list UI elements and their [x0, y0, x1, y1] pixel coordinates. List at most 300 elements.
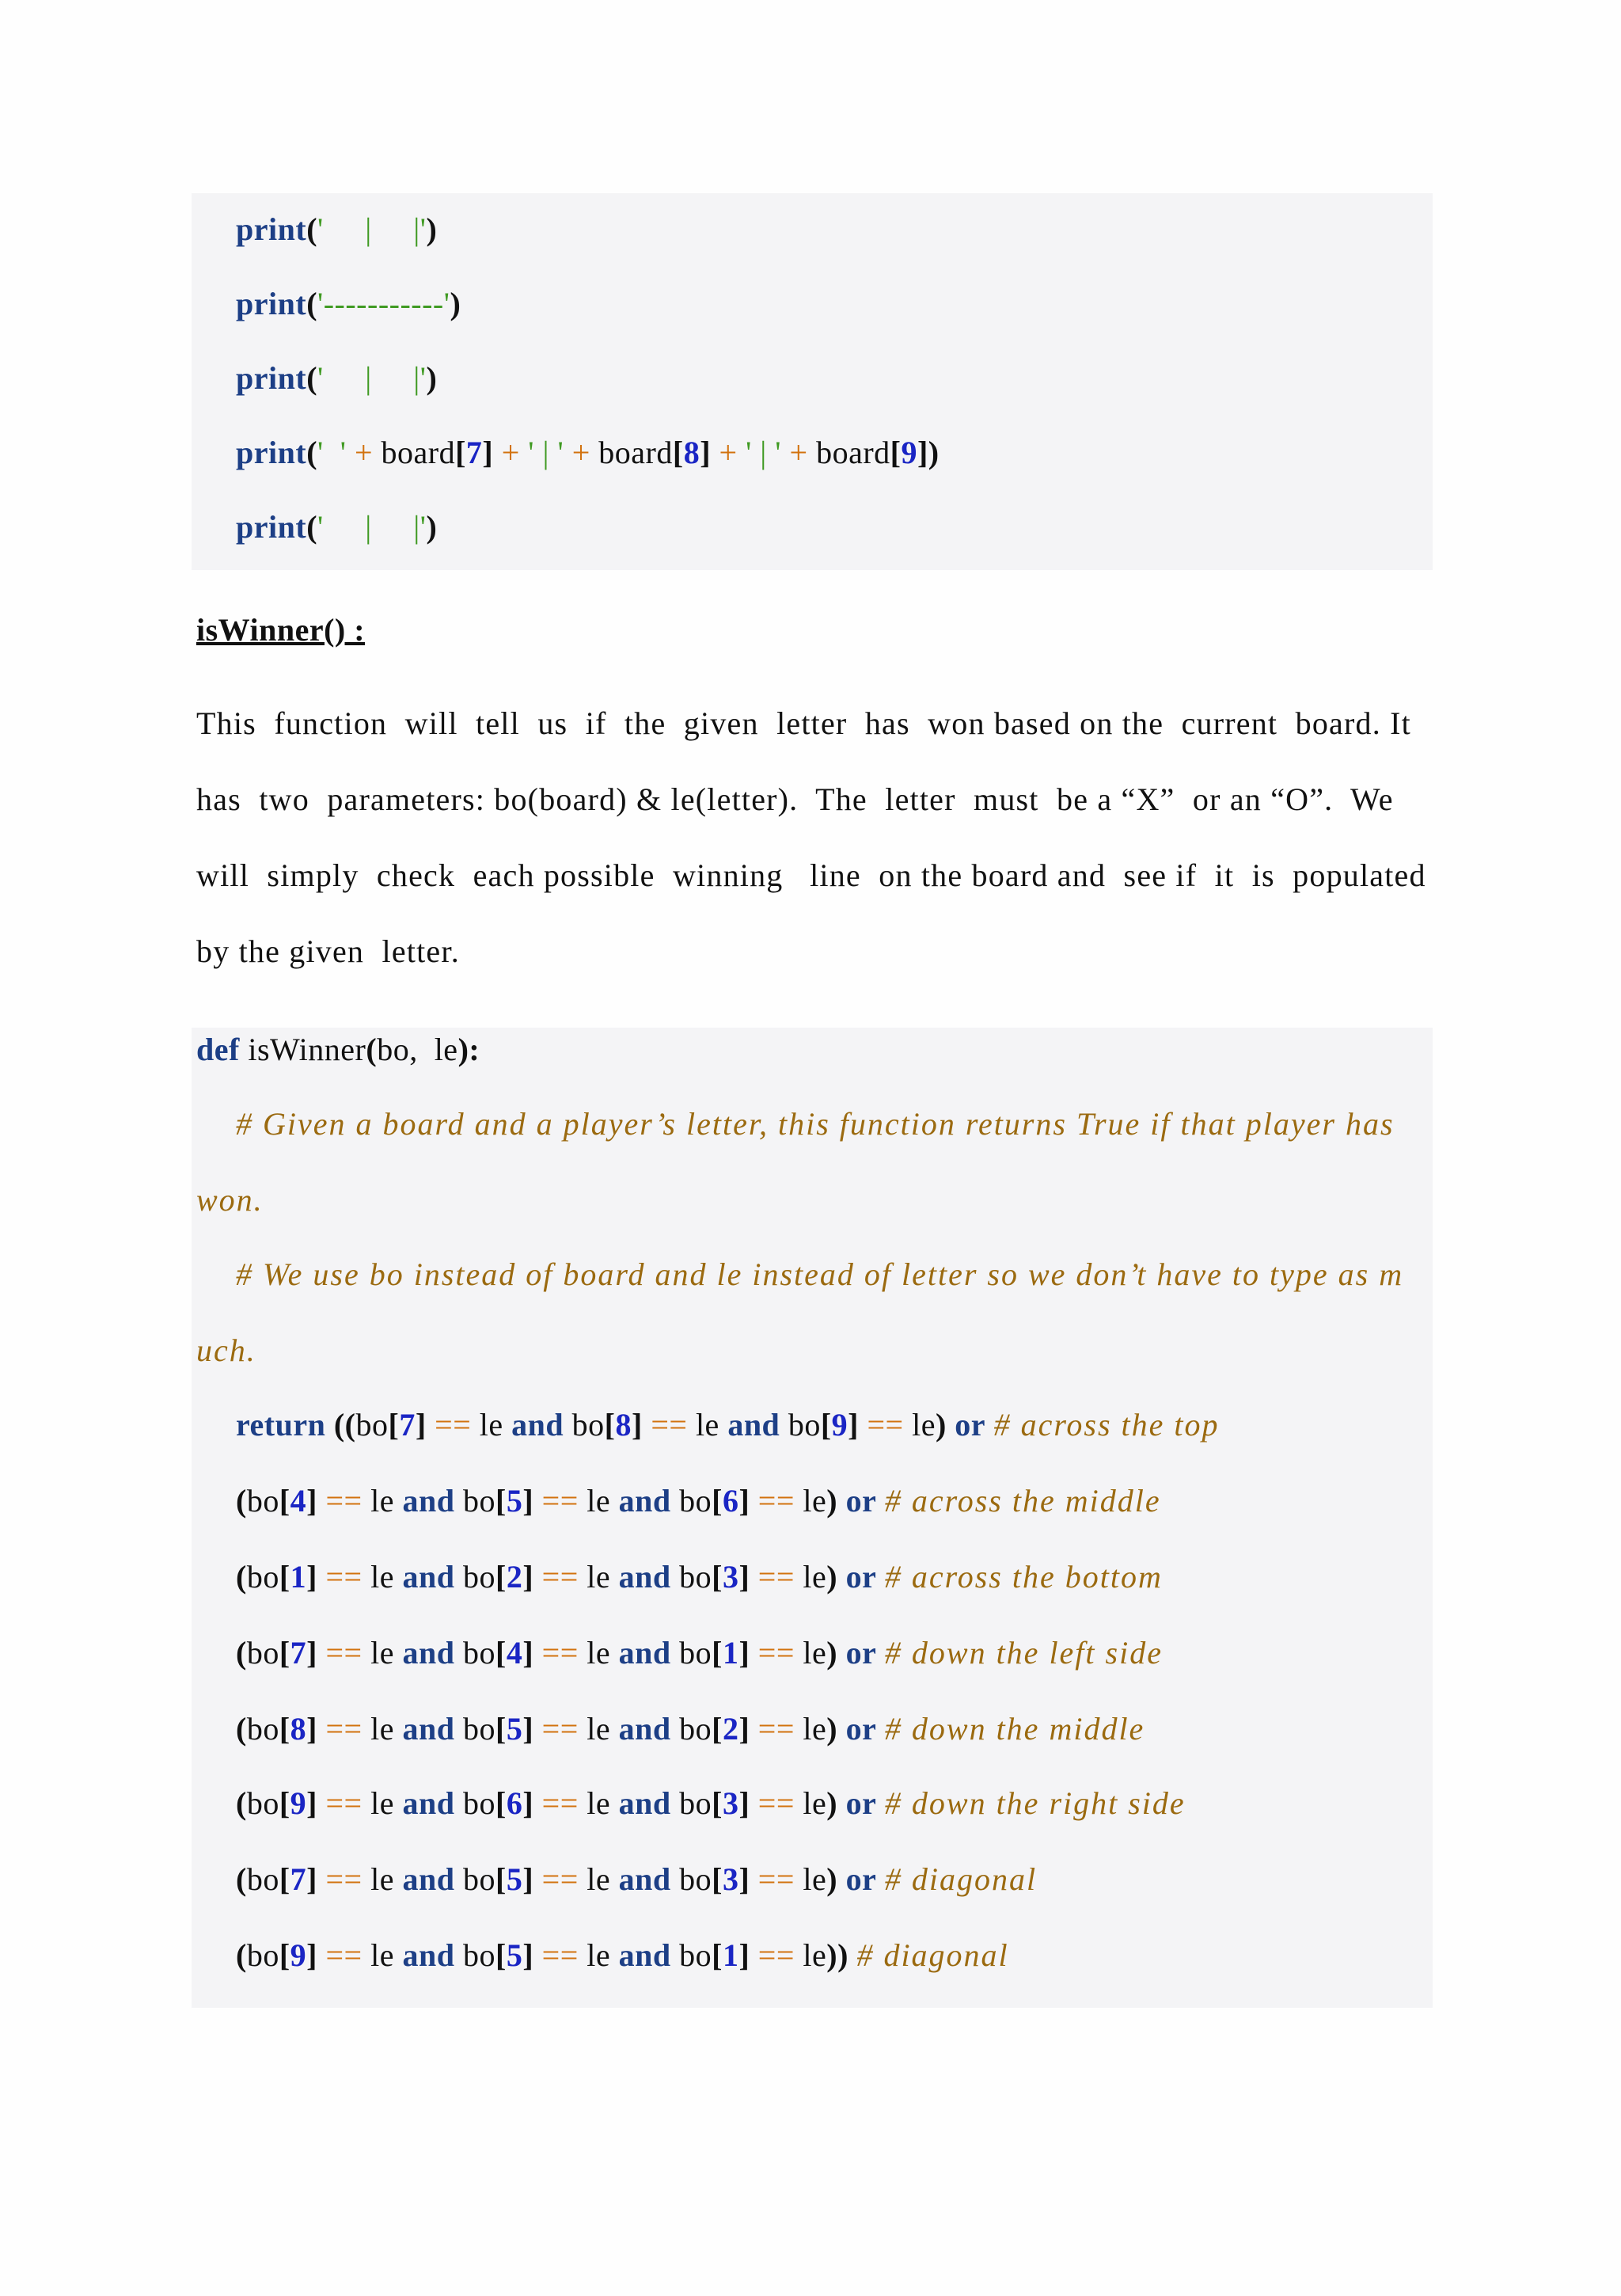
code-line-3: print(' | |') [236, 360, 438, 396]
equals-operator: == [757, 1559, 795, 1595]
paren: ) [826, 1559, 838, 1595]
space [454, 1937, 463, 1973]
bracket: [ [279, 1635, 290, 1671]
keyword-and: and [618, 1861, 671, 1897]
bracket: [ [279, 1559, 290, 1595]
space [579, 1635, 587, 1671]
equals-operator: == [541, 1861, 579, 1897]
space [904, 1407, 913, 1443]
keyword-and: and [618, 1711, 671, 1747]
space [454, 1785, 463, 1821]
bracket: [ [495, 1483, 507, 1519]
space [795, 1635, 803, 1671]
return-condition-line [236, 1406, 1220, 1444]
space [363, 1937, 371, 1973]
variable-le: le [695, 1407, 719, 1443]
space [876, 1635, 885, 1671]
paren: ( [236, 1559, 247, 1595]
code-line-5: print(' | |') [236, 509, 438, 545]
bracket: [ [712, 1711, 723, 1747]
equals-operator: == [325, 1483, 363, 1519]
inline-comment: # diagonal [856, 1937, 1009, 1973]
space [837, 1711, 846, 1747]
bracket: ] [738, 1483, 750, 1519]
keyword-and: and [402, 1861, 455, 1897]
space [363, 1711, 371, 1747]
index-number: 5 [506, 1937, 523, 1973]
paren: ( [236, 1785, 247, 1821]
bracket: ] [306, 1861, 317, 1897]
variable-le: le [587, 1785, 611, 1821]
space [564, 1407, 572, 1443]
equals-operator: == [325, 1785, 363, 1821]
variable-bo: bo [679, 1711, 712, 1747]
bracket: ] [306, 1785, 317, 1821]
equals-operator: == [757, 1483, 795, 1519]
variable-bo: bo [679, 1861, 712, 1897]
space [610, 1559, 619, 1595]
space [795, 1559, 803, 1595]
space [876, 1785, 885, 1821]
variable-le: le [587, 1483, 611, 1519]
function-name: isWinner [239, 1032, 366, 1067]
space [719, 1407, 728, 1443]
equals-operator: == [325, 1937, 363, 1973]
bracket: ] [738, 1861, 750, 1897]
bracket: [ [279, 1711, 290, 1747]
keyword-and: and [511, 1407, 564, 1443]
index-number: 1 [722, 1937, 739, 1973]
keyword-and: and [402, 1635, 455, 1671]
variable-bo: bo [462, 1861, 495, 1897]
variable-le: le [803, 1559, 827, 1595]
bracket: [ [279, 1861, 290, 1897]
variable-le: le [803, 1711, 827, 1747]
space [610, 1711, 619, 1747]
index-number: 1 [290, 1559, 307, 1595]
bracket: [ [820, 1407, 832, 1443]
keyword: print [236, 509, 307, 545]
space [317, 1785, 326, 1821]
bracket: ] [306, 1635, 317, 1671]
space [795, 1483, 803, 1519]
space [750, 1785, 758, 1821]
index-number: 5 [506, 1861, 523, 1897]
paren: (( [333, 1407, 356, 1443]
space [579, 1559, 587, 1595]
keyword-and: and [402, 1785, 455, 1821]
index-number: 7 [399, 1407, 416, 1443]
space [363, 1483, 371, 1519]
inline-comment: # across the middle [884, 1483, 1161, 1519]
paragraph-line-1: This function will tell us if the given letter has won based on the current board. It [196, 705, 1411, 741]
space [750, 1711, 758, 1747]
space [363, 1861, 371, 1897]
inline-comment: # diagonal [884, 1861, 1038, 1897]
bracket: [ [712, 1635, 723, 1671]
inline-comment: # down the middle [884, 1711, 1145, 1747]
code-comment-1b: won. [196, 1182, 264, 1218]
bracket: ] [738, 1937, 750, 1973]
keyword-return: return [236, 1407, 326, 1443]
code-line-1: print(' | |') [236, 211, 438, 247]
space [610, 1785, 619, 1821]
paragraph-line-2: has two parameters: bo(board) & le(letter). The letter must be a “X” or an “O”. We [196, 781, 1394, 817]
index-number: 3 [722, 1785, 739, 1821]
index-number: 7 [290, 1861, 307, 1897]
space [317, 1483, 326, 1519]
space [363, 1635, 371, 1671]
space [394, 1785, 403, 1821]
variable-bo: bo [246, 1711, 279, 1747]
space [837, 1559, 846, 1595]
index-number: 4 [290, 1483, 307, 1519]
equals-operator: == [757, 1937, 795, 1973]
bracket: [ [712, 1861, 723, 1897]
variable-bo: bo [679, 1483, 712, 1519]
variable-le: le [912, 1407, 936, 1443]
index-number: 9 [831, 1407, 848, 1443]
space [750, 1861, 758, 1897]
keyword: print [236, 286, 307, 321]
bracket: [ [495, 1635, 507, 1671]
index-number: 4 [506, 1635, 523, 1671]
space [795, 1861, 803, 1897]
code-line-4: print(' ' + board[7] + ' | ' + board[8] + ' | ' + board[9]) [236, 435, 940, 470]
space [317, 1635, 326, 1671]
paren: )) [826, 1937, 848, 1973]
equals-operator: == [541, 1937, 579, 1973]
return-condition-line [236, 1785, 1186, 1823]
index-number: 2 [722, 1711, 739, 1747]
equals-operator: == [541, 1635, 579, 1671]
space [394, 1483, 403, 1519]
keyword-or: or [955, 1407, 986, 1443]
space [876, 1483, 885, 1519]
variable-le: le [370, 1483, 394, 1519]
bracket: ] [738, 1785, 750, 1821]
space [750, 1483, 758, 1519]
space [837, 1483, 846, 1519]
space [795, 1711, 803, 1747]
keyword-def: def [196, 1032, 240, 1067]
space [394, 1937, 403, 1973]
code-comment-2b: uch. [196, 1332, 256, 1368]
bracket: ] [522, 1483, 534, 1519]
variable-le: le [803, 1483, 827, 1519]
variable-bo: bo [462, 1483, 495, 1519]
bracket: ] [306, 1559, 317, 1595]
string-literal: ' | |' [317, 360, 427, 396]
bracket: ] [415, 1407, 427, 1443]
bracket: ] [522, 1559, 534, 1595]
index-number: 1 [722, 1635, 739, 1671]
function-params: bo, le [377, 1032, 458, 1067]
return-condition-line [236, 1861, 1037, 1899]
paren: ) [826, 1635, 838, 1671]
space [317, 1711, 326, 1747]
space [750, 1635, 758, 1671]
bracket: ] [738, 1711, 750, 1747]
equals-operator: == [541, 1483, 579, 1519]
variable-bo: bo [462, 1937, 495, 1973]
space [454, 1483, 463, 1519]
paren: ) [826, 1785, 838, 1821]
return-condition-line [236, 1558, 1163, 1596]
space [671, 1937, 680, 1973]
space [671, 1711, 680, 1747]
space [610, 1483, 619, 1519]
bracket: ] [631, 1407, 643, 1443]
variable-bo: bo [246, 1785, 279, 1821]
variable-le: le [803, 1937, 827, 1973]
space [533, 1861, 542, 1897]
keyword-and: and [402, 1559, 455, 1595]
bracket: ] [522, 1861, 534, 1897]
space [859, 1407, 867, 1443]
return-condition-line [236, 1710, 1145, 1748]
paren: ( [236, 1937, 247, 1973]
bracket: [ [712, 1937, 723, 1973]
code-line-2: print('-----------') [236, 286, 461, 321]
index-number: 2 [506, 1559, 523, 1595]
space [671, 1635, 680, 1671]
variable-bo: bo [246, 1635, 279, 1671]
variable-bo: bo [679, 1785, 712, 1821]
code-comment-2a: # We use bo instead of board and le instead of letter so we don’t have to type as m [236, 1256, 1404, 1292]
space [876, 1559, 885, 1595]
equals-operator: == [325, 1711, 363, 1747]
keyword-or: or [845, 1785, 877, 1821]
variable-bo: bo [571, 1407, 605, 1443]
space [671, 1861, 680, 1897]
equals-operator: == [757, 1861, 795, 1897]
bracket: [ [712, 1785, 723, 1821]
space [750, 1559, 758, 1595]
space [795, 1785, 803, 1821]
index-number: 6 [506, 1785, 523, 1821]
space [610, 1937, 619, 1973]
keyword-and: and [402, 1937, 455, 1973]
inline-comment: # across the top [993, 1407, 1220, 1443]
code-comment-1a: # Given a board and a player’s letter, this function returns True if that player has [236, 1106, 1395, 1142]
equals-operator: == [325, 1861, 363, 1897]
space [317, 1559, 326, 1595]
index-number: 5 [506, 1483, 523, 1519]
space [671, 1483, 680, 1519]
equals-operator: == [757, 1785, 795, 1821]
space [610, 1861, 619, 1897]
space [454, 1711, 463, 1747]
equals-operator: == [325, 1559, 363, 1595]
bracket: [ [495, 1711, 507, 1747]
space [533, 1635, 542, 1671]
equals-operator: == [651, 1407, 688, 1443]
keyword-and: and [402, 1711, 455, 1747]
variable-bo: bo [246, 1861, 279, 1897]
space [394, 1711, 403, 1747]
code-block-iswinner [192, 1028, 1433, 2008]
space [503, 1407, 512, 1443]
index-number: 9 [290, 1937, 307, 1973]
bracket: [ [388, 1407, 400, 1443]
space [985, 1407, 994, 1443]
space [579, 1937, 587, 1973]
paren: ) [826, 1861, 838, 1897]
paren: ( [236, 1861, 247, 1897]
keyword-and: and [618, 1483, 671, 1519]
variable-le: le [803, 1785, 827, 1821]
index-number: 9 [290, 1785, 307, 1821]
inline-comment: # down the right side [884, 1785, 1186, 1821]
bracket: [ [495, 1861, 507, 1897]
variable-le: le [587, 1635, 611, 1671]
space [394, 1635, 403, 1671]
paren: ) [826, 1711, 838, 1747]
string-literal: ' | |' [317, 211, 427, 247]
space [643, 1407, 651, 1443]
space [394, 1559, 403, 1595]
paren: ( [236, 1635, 247, 1671]
index-number: 3 [722, 1861, 739, 1897]
variable-bo: bo [679, 1937, 712, 1973]
variable-bo: bo [355, 1407, 389, 1443]
bracket: [ [495, 1559, 507, 1595]
equals-operator: == [541, 1559, 579, 1595]
space [579, 1785, 587, 1821]
space [363, 1785, 371, 1821]
variable-bo: bo [246, 1483, 279, 1519]
space [533, 1483, 542, 1519]
keyword-or: or [845, 1635, 877, 1671]
space [579, 1711, 587, 1747]
variable-le: le [803, 1635, 827, 1671]
bracket: [ [604, 1407, 616, 1443]
variable-le: le [370, 1785, 394, 1821]
bracket: [ [279, 1483, 290, 1519]
equals-operator: == [325, 1635, 363, 1671]
bracket: [ [279, 1785, 290, 1821]
paragraph-line-4: by the given letter. [196, 933, 460, 969]
space [795, 1937, 803, 1973]
variable-le: le [587, 1711, 611, 1747]
keyword: print [236, 435, 307, 470]
keyword: print [236, 211, 307, 247]
space [687, 1407, 696, 1443]
keyword-and: and [402, 1483, 455, 1519]
space [837, 1785, 846, 1821]
space [454, 1861, 463, 1897]
space [671, 1785, 680, 1821]
index-number: 8 [290, 1711, 307, 1747]
variable-bo: bo [246, 1559, 279, 1595]
bracket: ] [522, 1937, 534, 1973]
section-heading: isWinner() : [196, 612, 366, 648]
variable-le: le [587, 1559, 611, 1595]
variable-le: le [479, 1407, 503, 1443]
paren: ) [935, 1407, 947, 1443]
bracket: [ [495, 1937, 507, 1973]
string-literal: ' | |' [317, 509, 427, 545]
keyword-or: or [845, 1483, 877, 1519]
space [780, 1407, 788, 1443]
variable-le: le [370, 1861, 394, 1897]
keyword-and: and [618, 1559, 671, 1595]
bracket: ] [522, 1711, 534, 1747]
bracket: [ [279, 1937, 290, 1973]
index-number: 8 [615, 1407, 632, 1443]
keyword-and: and [618, 1937, 671, 1973]
variable-bo: bo [788, 1407, 821, 1443]
space [471, 1407, 480, 1443]
return-condition-line [236, 1937, 1009, 1975]
equals-operator: == [541, 1785, 579, 1821]
bracket: ] [306, 1937, 317, 1973]
keyword: print [236, 360, 307, 396]
space [848, 1937, 857, 1973]
equals-operator: == [867, 1407, 904, 1443]
space [317, 1861, 326, 1897]
space [533, 1711, 542, 1747]
variable-bo: bo [246, 1937, 279, 1973]
space [837, 1635, 846, 1671]
bracket: ] [738, 1635, 750, 1671]
equals-operator: == [757, 1711, 795, 1747]
space [454, 1635, 463, 1671]
bracket: ] [848, 1407, 859, 1443]
keyword-or: or [845, 1559, 877, 1595]
variable-le: le [370, 1559, 394, 1595]
space [876, 1861, 885, 1897]
space [325, 1407, 334, 1443]
variable-bo: bo [462, 1785, 495, 1821]
equals-operator: == [435, 1407, 472, 1443]
space [947, 1407, 955, 1443]
index-number: 3 [722, 1559, 739, 1595]
bracket: ] [306, 1711, 317, 1747]
space [750, 1937, 758, 1973]
keyword-or: or [845, 1861, 877, 1897]
variable-bo: bo [462, 1559, 495, 1595]
space [610, 1635, 619, 1671]
variable-le: le [370, 1635, 394, 1671]
space [837, 1861, 846, 1897]
variable-bo: bo [462, 1635, 495, 1671]
variable-le: le [587, 1861, 611, 1897]
paren: ( [236, 1711, 247, 1747]
code-block-board-print [192, 193, 1433, 570]
index-number: 6 [722, 1483, 739, 1519]
bracket: [ [712, 1483, 723, 1519]
space [533, 1785, 542, 1821]
bracket: ] [522, 1785, 534, 1821]
variable-bo: bo [679, 1559, 712, 1595]
variable-le: le [370, 1937, 394, 1973]
bracket: [ [495, 1785, 507, 1821]
variable-bo: bo [462, 1711, 495, 1747]
space [533, 1559, 542, 1595]
variable-bo: bo [679, 1635, 712, 1671]
inline-comment: # across the bottom [884, 1559, 1163, 1595]
space [427, 1407, 435, 1443]
space [363, 1559, 371, 1595]
bracket: ] [306, 1483, 317, 1519]
space [317, 1937, 326, 1973]
equals-operator: == [541, 1711, 579, 1747]
return-condition-line [236, 1482, 1161, 1520]
variable-le: le [587, 1937, 611, 1973]
space [876, 1711, 885, 1747]
